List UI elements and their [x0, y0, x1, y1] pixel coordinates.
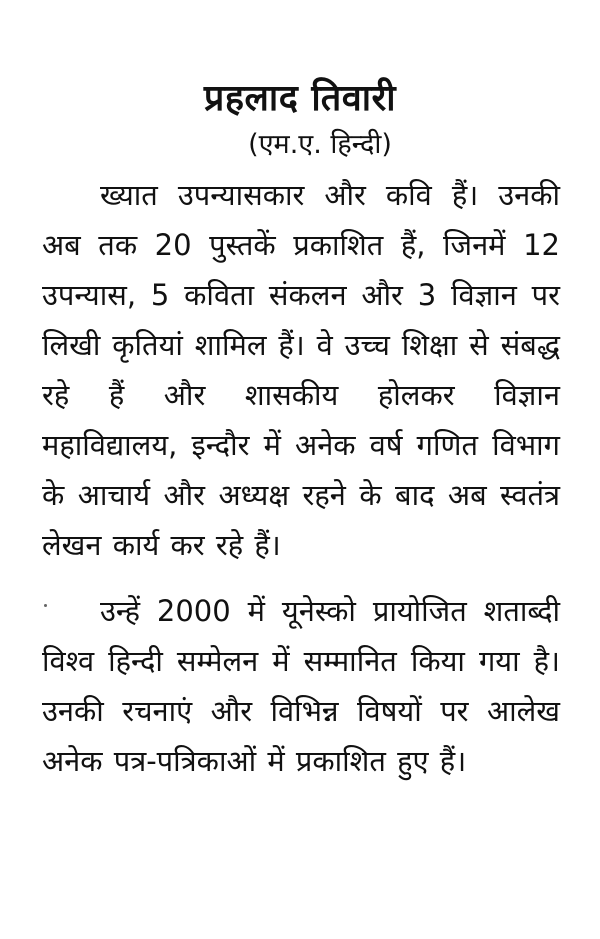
author-qualification: (एम.ए. हिन्दी): [248, 129, 392, 160]
bio-paragraph-1: ख्यात उपन्यासकार और कवि हैं। उनकी अब तक 20 पुस्तकें प्रकाशित हैं, जिनमें 12 उपन्यास, 5 कविता संकलन और 3 विज्ञान पर लिखी कृतियां शामिल हैं। वे उच्च शिक्षा से संबद्ध रहे हैं और शासकीय होलकर विज्ञान महाविद्यालय, इन्दौर में अनेक वर्ष गणित विभाग के आचार्य और अध्यक्ष रहने के बाद अब स्वतंत्र लेखन कार्य कर रहे हैं।: [42, 178, 560, 562]
bio-paragraph-2: उन्हें 2000 में यूनेस्को प्रायोजित शताब्दी विश्व हिन्दी सम्मेलन में सम्मानित किया गया है। उनकी रचनाएं और विभिन्न विषयों पर आलेख अनेक पत्र-पत्रिकाओं में प्रकाशित हुए हैं।: [42, 594, 560, 778]
scan-speck: [44, 604, 47, 607]
author-name-title: प्रहलाद तिवारी: [203, 78, 397, 119]
